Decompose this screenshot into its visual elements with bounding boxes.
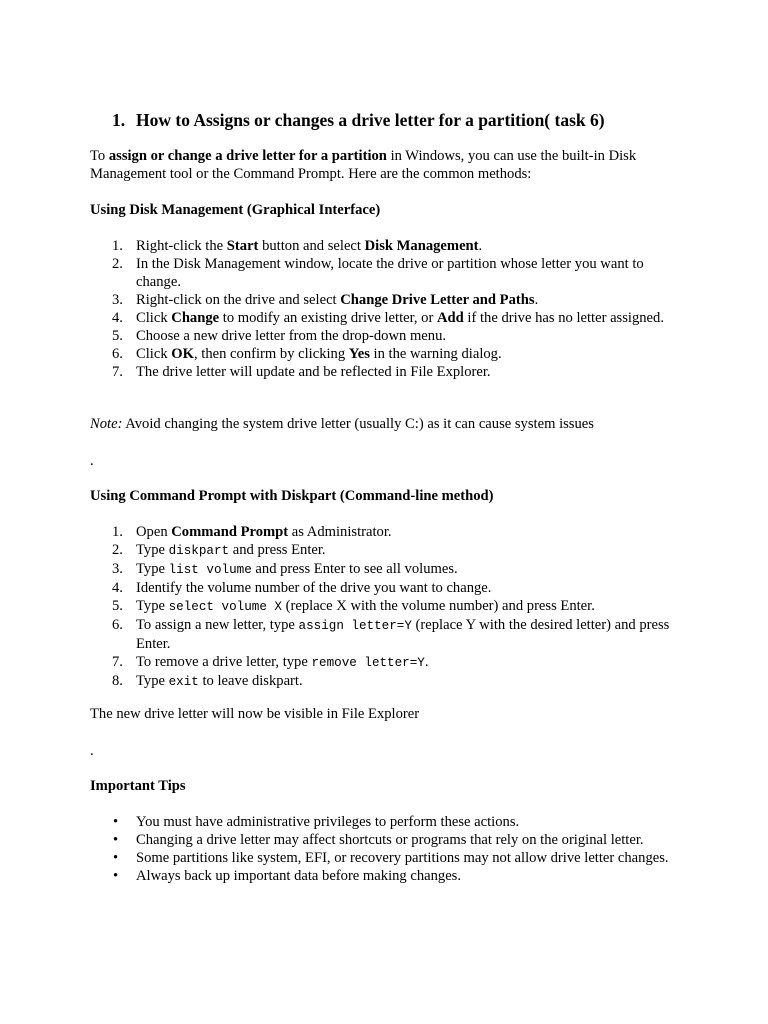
step-text: Click <box>136 310 172 326</box>
command-code: assign letter=Y <box>298 619 412 633</box>
tip-text: Some partitions like system, EFI, or recovery partitions may not allow drive letter changes. <box>136 850 669 866</box>
separator-dot: . <box>90 743 94 759</box>
step-text: Type <box>136 542 169 558</box>
step-text: . <box>424 654 429 670</box>
bullet: • <box>113 832 119 848</box>
step-text: Choose a new drive letter from the drop-down menu. <box>136 328 447 344</box>
tip-text: Changing a drive letter may affect shortcuts or programs that rely on the original letter. <box>136 832 644 848</box>
step-bold: Start <box>226 238 259 254</box>
step-bold: Add <box>437 310 464 326</box>
list-item <box>90 653 680 672</box>
step-text: , then confirm by clicking <box>193 346 349 362</box>
bullet: • <box>113 814 119 830</box>
list-item <box>90 309 680 327</box>
step-text: . <box>478 238 483 254</box>
step-number: 7. <box>112 654 123 670</box>
step-number: 1. <box>112 238 123 254</box>
step-number: 2. <box>112 256 123 272</box>
step-bold: Change <box>171 310 220 326</box>
list-item <box>90 237 680 255</box>
step-bold: Disk Management <box>364 238 479 254</box>
document-title <box>112 110 605 131</box>
step-text: to modify an existing drive letter, or <box>219 310 437 326</box>
command-code: exit <box>168 675 199 689</box>
list-item <box>90 523 680 541</box>
list-item <box>90 345 680 363</box>
tip-text: Always back up important data before making changes. <box>136 868 462 884</box>
tips-heading: Important Tips <box>90 778 186 794</box>
tip-text: You must have administrative privileges to perform these actions. <box>136 814 520 830</box>
step-number: 8. <box>112 673 123 689</box>
command-code: remove letter=Y <box>311 656 425 670</box>
step-bold: OK <box>171 346 194 362</box>
list-item <box>90 541 680 560</box>
step-number: 4. <box>112 310 123 326</box>
title-number: 1. <box>112 110 126 130</box>
list-item <box>90 363 680 381</box>
list-item <box>90 849 680 867</box>
tips-list <box>90 813 680 885</box>
step-number: 1. <box>112 524 123 540</box>
disk-management-steps <box>90 237 680 381</box>
note-label: Note: <box>90 416 123 432</box>
step-text: The drive letter will update and be reflected in File Explorer. <box>136 364 491 380</box>
step-text: in the warning dialog. <box>369 346 502 362</box>
list-item <box>90 560 680 579</box>
command-code: select volume X <box>168 600 282 614</box>
step-text: In the Disk Management window, locate the drive or partition whose letter you want to change. <box>136 256 644 290</box>
list-item <box>90 291 680 309</box>
intro-post: in Windows, you can use the built-in Disk Management tool or the Command Prompt. Here are the common methods: <box>90 148 637 182</box>
step-text: Open <box>136 524 172 540</box>
list-item <box>90 867 680 885</box>
step-bold: Command Prompt <box>171 524 289 540</box>
list-item <box>90 616 680 653</box>
step-bold: Yes <box>348 346 370 362</box>
visible-note-paragraph: The new drive letter will now be visible in File Explorer <box>90 706 420 722</box>
intro-bold: assign or change a drive letter for a partition <box>108 148 387 164</box>
step-text: if the drive has no letter assigned. <box>463 310 664 326</box>
list-item <box>90 813 680 831</box>
step-text: and press Enter. <box>229 542 326 558</box>
separator-dot: . <box>90 453 94 469</box>
step-text: Identify the volume number of the drive you want to change. <box>136 580 492 596</box>
diskpart-steps <box>90 523 680 691</box>
step-text: to leave diskpart. <box>198 673 303 689</box>
step-text: (replace X with the volume number) and press Enter. <box>282 598 595 614</box>
step-text: Click <box>136 346 172 362</box>
step-number: 6. <box>112 346 123 362</box>
bullet: • <box>113 868 119 884</box>
step-text: To assign a new letter, type <box>136 617 299 633</box>
step-number: 7. <box>112 364 123 380</box>
step-text: as Administrator. <box>288 524 392 540</box>
step-text: (replace Y with the desired letter) and press Enter. <box>136 617 670 652</box>
list-item <box>90 597 680 616</box>
step-text: Type <box>136 561 169 577</box>
step-text: . <box>534 292 539 308</box>
note-paragraph <box>90 415 680 433</box>
list-item <box>90 831 680 849</box>
step-text: Right-click on the drive and select <box>136 292 341 308</box>
intro-paragraph <box>90 147 680 183</box>
step-number: 4. <box>112 580 123 596</box>
command-code: list volume <box>168 563 252 577</box>
intro-pre: To <box>90 148 109 164</box>
step-number: 3. <box>112 561 123 577</box>
step-text: and press Enter to see all volumes. <box>251 561 458 577</box>
diskpart-heading: Using Command Prompt with Diskpart (Command-line method) <box>90 488 494 504</box>
step-number: 5. <box>112 598 123 614</box>
step-text: Type <box>136 598 169 614</box>
list-item <box>90 327 680 345</box>
list-item <box>90 255 680 291</box>
title-text: How to Assigns or changes a drive letter for a partition( task 6) <box>136 110 605 130</box>
bullet: • <box>113 850 119 866</box>
step-text: To remove a drive letter, type <box>136 654 312 670</box>
list-item <box>90 672 680 691</box>
disk-management-heading: Using Disk Management (Graphical Interface) <box>90 202 381 218</box>
step-number: 3. <box>112 292 123 308</box>
step-number: 2. <box>112 542 123 558</box>
step-text: Type <box>136 673 169 689</box>
command-code: diskpart <box>168 544 230 558</box>
step-number: 5. <box>112 328 123 344</box>
step-text: button and select <box>258 238 365 254</box>
step-text: Right-click the <box>136 238 227 254</box>
note-text: Avoid changing the system drive letter (usually C:) as it can cause system issues <box>122 416 594 432</box>
list-item <box>90 579 680 597</box>
step-number: 6. <box>112 617 123 633</box>
step-bold: Change Drive Letter and Paths <box>340 292 535 308</box>
